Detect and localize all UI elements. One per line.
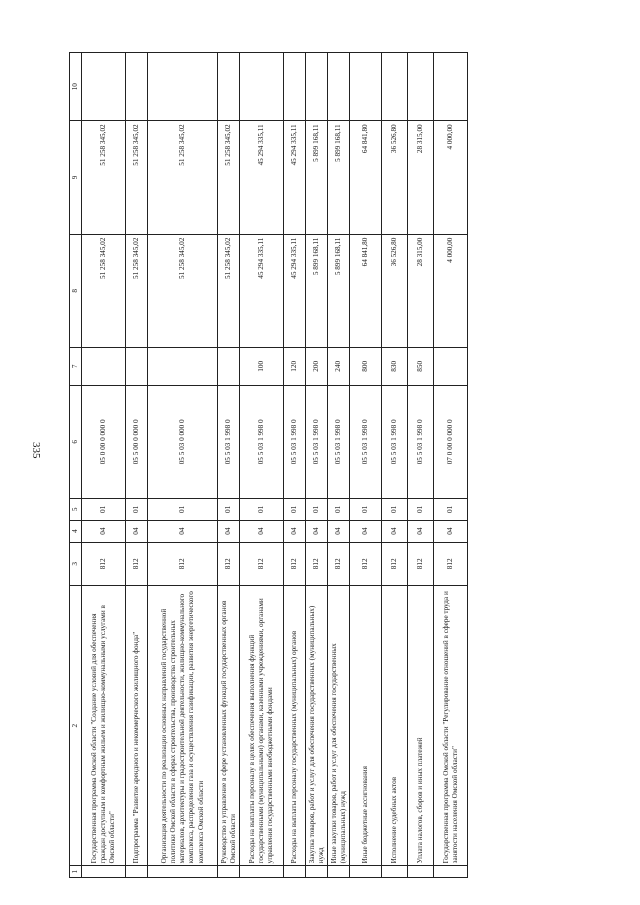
target-article-cell: 05 5 03 1 998 0 — [408, 385, 434, 498]
amount-total-cell: 45 294 335,11 — [240, 234, 284, 347]
description-cell: Иные закупки товаров, работ и услуг для обеспечения государственных (муниципальных) нужд — [328, 586, 350, 866]
note-cell — [434, 53, 468, 121]
note-cell — [82, 53, 126, 121]
row-number-cell — [126, 866, 148, 878]
expense-type-cell — [148, 347, 218, 385]
note-cell — [408, 53, 434, 121]
target-article-cell: 05 5 03 1 998 0 — [306, 385, 328, 498]
header-cell: 6 — [70, 385, 82, 498]
table-row — [148, 53, 218, 878]
target-article-cell: 05 5 03 1 998 0 — [350, 385, 382, 498]
expense-type-cell — [126, 347, 148, 385]
admin-code-cell: 812 — [126, 542, 148, 586]
row-number-cell — [350, 866, 382, 878]
amount-total-cell: 5 899 168,11 — [306, 234, 328, 347]
table-row — [240, 53, 284, 878]
amount-cell: 4 000,00 — [434, 121, 468, 234]
subsection-cell: 01 — [328, 498, 350, 520]
header-cell: 3 — [70, 542, 82, 586]
note-cell — [218, 53, 240, 121]
amount-total-cell: 64 841,80 — [350, 234, 382, 347]
header-cell: 5 — [70, 498, 82, 520]
expense-type-cell: 200 — [306, 347, 328, 385]
amount-total-cell: 28 315,00 — [408, 234, 434, 347]
table-row — [126, 53, 148, 878]
description-cell: Расходы на выплаты персоналу в целях обеспечения выполнения функций государственными (муниципальными) органами, казенными учреждениями, органами управления государственными внебюджетными фондами — [240, 586, 284, 866]
admin-code-cell: 812 — [240, 542, 284, 586]
note-cell — [328, 53, 350, 121]
admin-code-cell: 812 — [382, 542, 408, 586]
subsection-cell: 01 — [382, 498, 408, 520]
amount-cell: 51 258 345,02 — [126, 121, 148, 234]
document-table-rotated — [69, 52, 606, 878]
target-article-cell: 05 5 00 0 000 0 — [126, 385, 148, 498]
target-article-cell: 05 5 03 1 998 0 — [284, 385, 306, 498]
amount-total-cell: 51 258 345,02 — [126, 234, 148, 347]
admin-code-cell: 812 — [82, 542, 126, 586]
row-number-cell — [240, 866, 284, 878]
note-cell — [240, 53, 284, 121]
amount-total-cell: 4 000,00 — [434, 234, 468, 347]
table-row — [350, 53, 382, 878]
admin-code-cell: 812 — [434, 542, 468, 586]
table-row — [328, 53, 350, 878]
note-cell — [284, 53, 306, 121]
amount-cell: 51 258 345,02 — [82, 121, 126, 234]
table-row — [284, 53, 306, 878]
section-cell: 04 — [126, 520, 148, 542]
budget-table — [69, 52, 468, 878]
table-row — [82, 53, 126, 878]
amount-total-cell: 36 526,80 — [382, 234, 408, 347]
section-cell: 04 — [82, 520, 126, 542]
amount-total-cell: 45 294 335,11 — [284, 234, 306, 347]
section-cell: 04 — [240, 520, 284, 542]
table-row — [382, 53, 408, 878]
target-article-cell: 05 5 03 0 000 0 — [148, 385, 218, 498]
header-cell: 10 — [70, 53, 82, 121]
header-cell: 1 — [70, 866, 82, 878]
header-cell: 7 — [70, 347, 82, 385]
expense-type-cell — [82, 347, 126, 385]
subsection-cell: 01 — [218, 498, 240, 520]
description-cell: Иные бюджетные ассигнования — [350, 586, 382, 866]
description-cell: Государственная программа Омской области "Создание условий для обеспечения граждан доступным и комфортным жильем и жилищно-коммунальными услугами в Омской области" — [82, 586, 126, 866]
amount-total-cell: 51 258 345,02 — [148, 234, 218, 347]
target-article-cell: 05 5 03 1 998 0 — [382, 385, 408, 498]
amount-total-cell: 5 899 168,11 — [328, 234, 350, 347]
section-cell: 04 — [408, 520, 434, 542]
amount-cell: 45 294 335,11 — [240, 121, 284, 234]
expense-type-cell: 800 — [350, 347, 382, 385]
amount-total-cell: 51 258 345,02 — [218, 234, 240, 347]
note-cell — [148, 53, 218, 121]
row-number-cell — [148, 866, 218, 878]
subsection-cell: 01 — [408, 498, 434, 520]
note-cell — [350, 53, 382, 121]
description-cell: Организация деятельности по реализации основных направлений государственной политики Омской области в сферах строительства, производства строительных материалов, архитектуры и градостроительной деятельности, жилищно-коммунального комплекса, распределения газа и осуществления газификации, развития энергетического комплекса Омской области — [148, 586, 218, 866]
subsection-cell: 01 — [148, 498, 218, 520]
subsection-cell: 01 — [306, 498, 328, 520]
admin-code-cell: 812 — [328, 542, 350, 586]
header-cell: 8 — [70, 234, 82, 347]
section-cell: 04 — [306, 520, 328, 542]
target-article-cell: 07 0 00 0 000 0 — [434, 385, 468, 498]
section-cell: 04 — [284, 520, 306, 542]
expense-type-cell: 100 — [240, 347, 284, 385]
row-number-cell — [434, 866, 468, 878]
section-cell: 04 — [218, 520, 240, 542]
row-number-cell — [82, 866, 126, 878]
header-cell: 2 — [70, 586, 82, 866]
admin-code-cell: 812 — [306, 542, 328, 586]
table-row — [434, 53, 468, 878]
subsection-cell: 01 — [350, 498, 382, 520]
target-article-cell: 05 5 03 1 998 0 — [328, 385, 350, 498]
amount-cell: 5 899 168,11 — [306, 121, 328, 234]
section-cell: 04 — [434, 520, 468, 542]
admin-code-cell: 812 — [408, 542, 434, 586]
amount-cell: 5 899 168,11 — [328, 121, 350, 234]
amount-cell: 28 315,00 — [408, 121, 434, 234]
amount-cell: 51 258 345,02 — [148, 121, 218, 234]
description-cell: Подпрограмма "Развитие арендного и некоммерческого жилищного фонда" — [126, 586, 148, 866]
row-number-cell — [408, 866, 434, 878]
section-cell: 04 — [328, 520, 350, 542]
note-cell — [382, 53, 408, 121]
row-number-cell — [328, 866, 350, 878]
subsection-cell: 01 — [82, 498, 126, 520]
row-number-cell — [382, 866, 408, 878]
page-number: 335 — [30, 442, 42, 459]
expense-type-cell: 240 — [328, 347, 350, 385]
header-cell: 4 — [70, 520, 82, 542]
expense-type-cell — [218, 347, 240, 385]
description-cell: Уплата налогов, сборов и иных платежей — [408, 586, 434, 866]
table-row — [218, 53, 240, 878]
admin-code-cell: 812 — [350, 542, 382, 586]
description-cell: Государственная программа Омской области "Регулирование отношений в сфере труда и занятости населения Омской области" — [434, 586, 468, 866]
note-cell — [126, 53, 148, 121]
section-cell: 04 — [382, 520, 408, 542]
admin-code-cell: 812 — [218, 542, 240, 586]
description-cell: Закупка товаров, работ и услуг для обеспечения государственных (муниципальных) нужд — [306, 586, 328, 866]
note-cell — [306, 53, 328, 121]
table-row — [306, 53, 328, 878]
table-body — [82, 53, 468, 878]
row-number-cell — [284, 866, 306, 878]
subsection-cell: 01 — [284, 498, 306, 520]
description-cell: Руководство и управление в сфере установленных функций государственных органов Омской области — [218, 586, 240, 866]
target-article-cell: 05 5 03 1 998 0 — [240, 385, 284, 498]
subsection-cell: 01 — [126, 498, 148, 520]
header-cell: 9 — [70, 121, 82, 234]
amount-cell: 64 841,80 — [350, 121, 382, 234]
table-row — [408, 53, 434, 878]
subsection-cell: 01 — [434, 498, 468, 520]
expense-type-cell: 830 — [382, 347, 408, 385]
section-cell: 04 — [148, 520, 218, 542]
expense-type-cell — [434, 347, 468, 385]
target-article-cell: 05 5 03 1 998 0 — [218, 385, 240, 498]
admin-code-cell: 812 — [284, 542, 306, 586]
amount-total-cell: 51 258 345,02 — [82, 234, 126, 347]
amount-cell: 51 258 345,02 — [218, 121, 240, 234]
description-cell: Расходы на выплаты персоналу государственных (муниципальных) органов — [284, 586, 306, 866]
expense-type-cell: 850 — [408, 347, 434, 385]
description-cell: Исполнение судебных актов — [382, 586, 408, 866]
row-number-cell — [306, 866, 328, 878]
subsection-cell: 01 — [240, 498, 284, 520]
amount-cell: 45 294 335,11 — [284, 121, 306, 234]
table-header-row — [70, 53, 82, 878]
amount-cell: 36 526,80 — [382, 121, 408, 234]
expense-type-cell: 120 — [284, 347, 306, 385]
target-article-cell: 05 0 00 0 000 0 — [82, 385, 126, 498]
row-number-cell — [218, 866, 240, 878]
admin-code-cell: 812 — [148, 542, 218, 586]
section-cell: 04 — [350, 520, 382, 542]
